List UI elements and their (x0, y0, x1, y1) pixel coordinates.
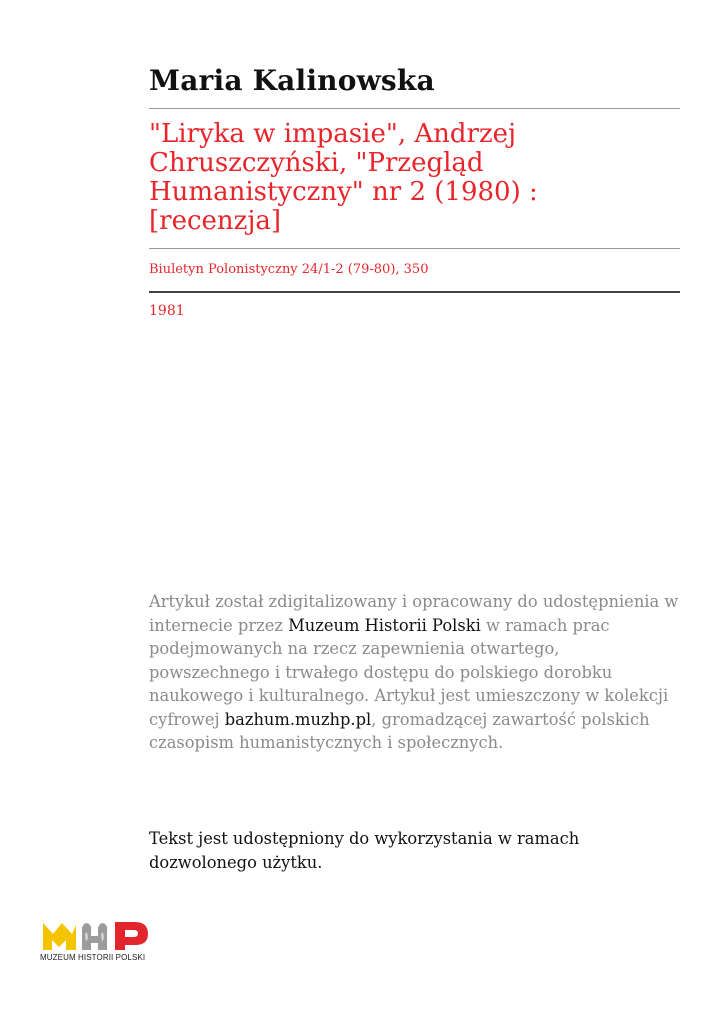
museum-name: Muzeum Historii Polski (288, 615, 481, 635)
collection-site: bazhum.muzhp.pl (224, 709, 372, 729)
divider-bottom (149, 291, 680, 293)
license-notice: Tekst jest udostępniony do wykorzystania w ramach dozwolonego użytku. (149, 829, 580, 872)
title-line: Chruszczyński, "Przegląd (149, 148, 484, 178)
publication-year: 1981 (149, 303, 185, 319)
notice-text: Artykuł został zdigitalizowany i opracowany do udostępnienia w internecie przez (149, 592, 679, 635)
author-name: Maria Kalinowska (149, 64, 435, 97)
article-title (149, 120, 680, 236)
museum-logo-icon (40, 916, 152, 952)
source-citation: Biuletyn Polonistyczny 24/1-2 (79-80), 350 (149, 262, 429, 277)
museum-logo (40, 916, 160, 966)
notice-text: , gromadzącej zawartość polskich czasopism humanistycznych i społecznych. (149, 709, 650, 752)
title-line: Humanistyczny" nr 2 (1980) : (149, 177, 538, 207)
digitization-notice (149, 590, 679, 755)
divider-top (149, 108, 680, 109)
divider-middle (149, 248, 680, 249)
notice-text: w ramach prac podejmowanych na rzecz zapewnienia otwartego, powszechnego i trwałego dostępu do polskiego dorobku naukowego i kulturalnego. Artykuł jest umieszczony w kolekcji cyfrowej (149, 615, 669, 729)
title-line: "Liryka w impasie", Andrzej (149, 119, 517, 149)
logo-label: MUZEUM HISTORII POLSKI (40, 953, 146, 962)
title-line: [recenzja] (149, 206, 282, 236)
